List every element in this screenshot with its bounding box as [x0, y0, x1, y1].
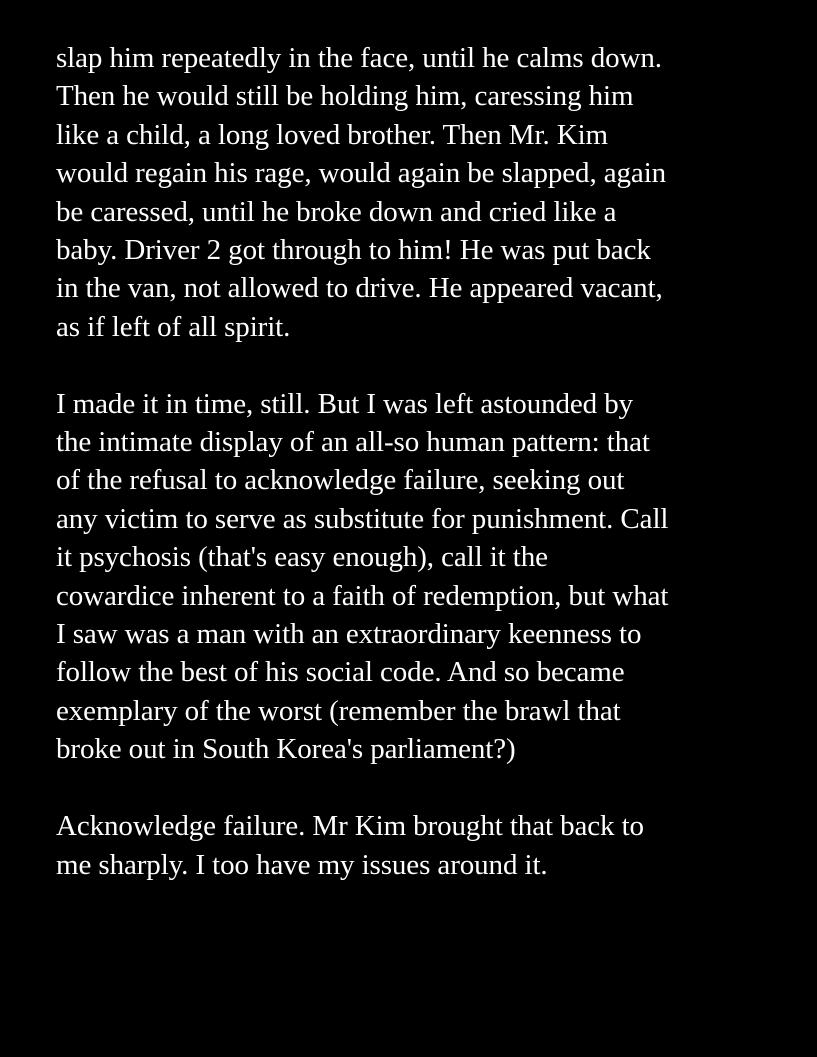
text-line: it psychosis (that's easy enough), call it the: [56, 541, 548, 574]
text-line: Acknowledge failure. Mr Kim brought that back to: [56, 810, 644, 843]
text-line: in the van, not allowed to drive. He appeared vacant,: [56, 272, 663, 305]
text-line: any victim to serve as substitute for punishment. Call: [56, 502, 669, 535]
text-line: as if left of all spirit.: [56, 310, 291, 343]
text-line: I saw was a man with an extraordinary keenness to: [56, 618, 642, 651]
text-line: like a child, a long loved brother. Then Mr. Kim: [56, 118, 609, 151]
text-line: would regain his rage, would again be slapped, again: [56, 157, 667, 190]
text-line: Then he would still be holding him, caressing him: [56, 80, 634, 113]
text-line: baby. Driver 2 got through to him! He was put back: [56, 234, 651, 267]
paragraph-1: [56, 39, 786, 346]
text-line: slap him repeatedly in the face, until he calms down.: [56, 42, 662, 74]
paragraph-3: [56, 807, 786, 884]
paragraph-2: [56, 385, 786, 769]
document-text: [56, 39, 786, 922]
text-line: me sharply. I too have my issues around it.: [56, 848, 548, 881]
text-line: I made it in time, still. But I was left astounded by: [56, 387, 634, 420]
text-line: follow the best of his social code. And so became: [56, 656, 625, 689]
text-line: cowardice inherent to a faith of redemption, but what: [56, 579, 669, 612]
text-line: exemplary of the worst (remember the brawl that: [56, 694, 621, 727]
text-line: be caressed, until he broke down and cried like a: [56, 195, 617, 228]
text-line: the intimate display of an all-so human pattern: that: [56, 426, 650, 459]
text-line: of the refusal to acknowledge failure, seeking out: [56, 464, 625, 497]
text-line: broke out in South Korea's parliament?): [56, 733, 516, 766]
